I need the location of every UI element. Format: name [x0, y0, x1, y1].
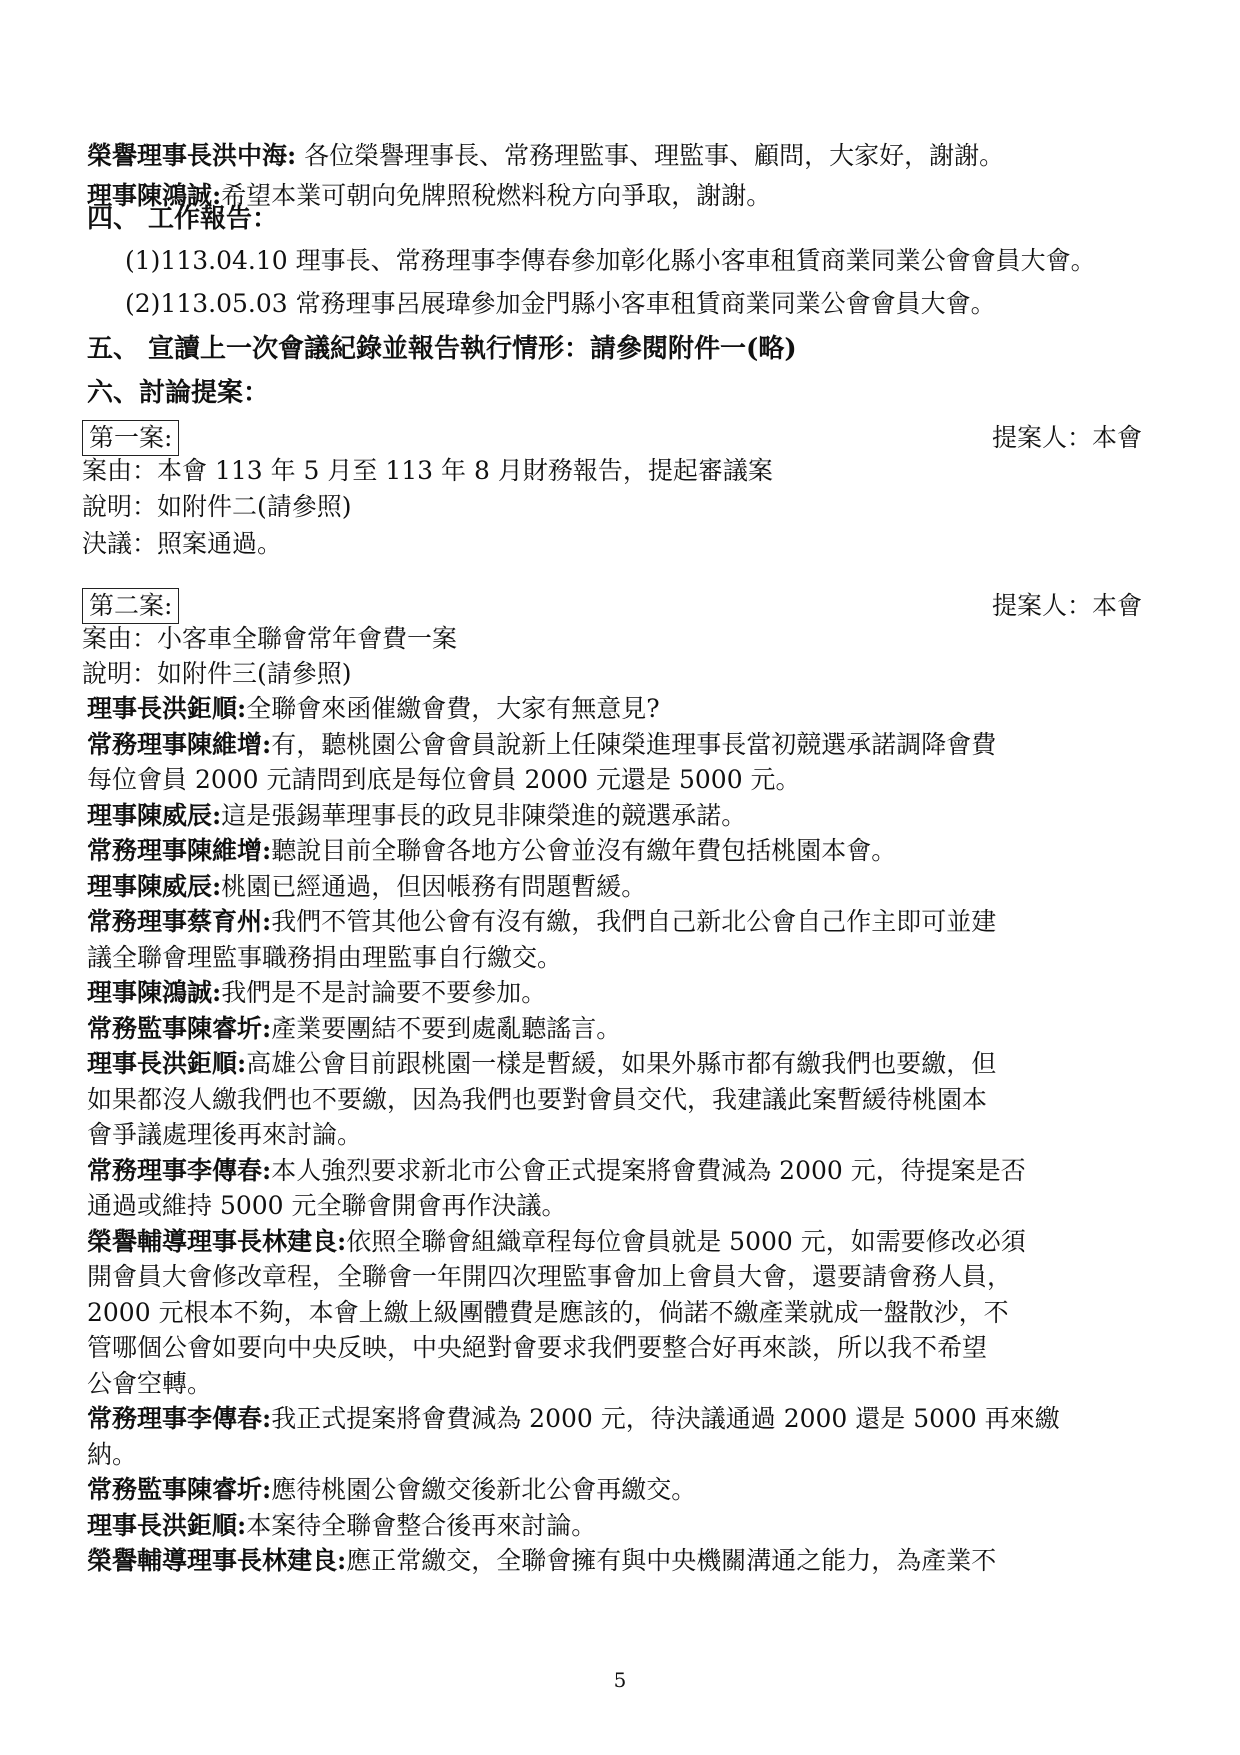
speech-text: 開會員大會修改章程，全聯會一年開四次理監事會加上會員大會，還要請會務人員， — [87, 1262, 1013, 1291]
discussion-line — [87, 938, 562, 978]
case-1-resolution: 決議：照案通過。 — [82, 529, 283, 558]
speech-text: 本案待全聯會整合後再來討論。 — [246, 1511, 597, 1540]
speech-text: 管哪個公會如要向中央反映，中央絕對會要求我們要整合好再來談，所以我不希望 — [87, 1333, 988, 1362]
speech-text: 應正常繳交，全聯會擁有與中央機關溝通之能力，為產業不 — [346, 1546, 997, 1575]
case-1-explanation: 說明：如附件二(請參照) — [82, 492, 352, 521]
speech-text: 會爭議處理後再來討論。 — [87, 1120, 363, 1149]
discussion-line — [87, 1470, 696, 1510]
discussion-line — [87, 1399, 1060, 1439]
speech-text: 公會空轉。 — [87, 1369, 213, 1398]
speech-text: 依照全聯會組織章程每位會員就是 5000 元，如需要修改必須 — [346, 1227, 1026, 1256]
speech-text: 全聯會來函催繳會費，大家有無意見? — [246, 694, 660, 723]
page-number: 5 — [613, 1668, 627, 1692]
case-2-proposer: 提案人：本會 — [991, 591, 1142, 620]
speech-text: 通過或維持 5000 元全聯會開會再作決議。 — [87, 1191, 567, 1220]
case-1-reason: 案由：本會 113 年 5 月至 113 年 8 月財務報告，提起審議案 — [82, 456, 773, 485]
speaker-name: 理事陳威辰: — [87, 872, 222, 901]
discussion-line — [87, 1364, 212, 1404]
discussion-line — [87, 1044, 996, 1084]
speaker-name: 理事長洪鉅順: — [87, 1511, 247, 1540]
speaker-name: 理事陳威辰: — [87, 801, 222, 830]
speaker-name: 常務理事陳維增: — [87, 836, 272, 865]
speaker-name: 常務理事李傳春: — [87, 1404, 272, 1433]
work-report-item-1: (1)113.04.10 理事長、常務理事李傳春參加彰化縣小客車租賃商業同業公會會員大會。 — [125, 246, 1096, 275]
discussion-line — [87, 1257, 1012, 1297]
discussion-line — [87, 902, 996, 942]
speaker-name: 榮譽輔導理事長林建良: — [87, 1227, 347, 1256]
speech-text: 我們不管其他公會有沒有繳，我們自己新北公會自己作主即可並建 — [271, 907, 997, 936]
speech-text: 我們是不是討論要不要參加。 — [221, 978, 547, 1007]
speech-text: 各位榮譽理事長、常務理監事、理監事、顧問，大家好，謝謝。 — [296, 141, 1005, 170]
speech-text: 桃園已經通過，但因帳務有問題暫緩。 — [221, 872, 647, 901]
speech-text: 希望本業可朝向免牌照稅燃料稅方向爭取，謝謝。 — [221, 181, 772, 210]
speaker-name: 榮譽輔導理事長林建良: — [87, 1546, 347, 1575]
speaker-name: 常務理事李傳春: — [87, 1156, 272, 1185]
speech-text: 每位會員 2000 元請問到底是每位會員 2000 元還是 5000 元。 — [87, 765, 801, 794]
discussion-line — [87, 1293, 1009, 1333]
discussion-line — [87, 973, 546, 1013]
case-2-explanation: 說明：如附件三(請參照) — [82, 659, 352, 688]
speech-text: 這是張錫華理事長的政見非陳榮進的競選承諾。 — [221, 801, 747, 830]
speech-text: 納。 — [87, 1440, 138, 1469]
discussion-line — [87, 1328, 987, 1368]
discussion-line — [87, 1151, 1026, 1191]
speaker-name: 理事長洪鉅順: — [87, 1049, 247, 1078]
section-5-heading: 五、 宣讀上一次會議紀錄並報告執行情形：請參閱附件一(略) — [87, 334, 797, 364]
discussion-line — [87, 1080, 987, 1120]
speaker-name: 理事長洪鉅順: — [87, 694, 247, 723]
speaker-name: 常務監事陳睿圻: — [87, 1014, 272, 1043]
speech-text: 我正式提案將會費減為 2000 元，待決議通過 2000 還是 5000 再來繳 — [271, 1404, 1060, 1433]
discussion-line — [87, 1115, 362, 1155]
discussion-line — [87, 760, 801, 800]
speech-text: 有，聽桃園公會會員說新上任陳榮進理事長當初競選承諾調降會費 — [271, 730, 997, 759]
case-2-label: 第二案: — [82, 588, 179, 624]
intro-line-1 — [87, 136, 1004, 176]
discussion-line — [87, 725, 996, 765]
speech-text: 如果都沒人繳我們也不要繳，因為我們也要對會員交代，我建議此案暫緩待桃園本 — [87, 1085, 988, 1114]
discussion-line — [87, 831, 896, 871]
section-6-heading: 六、討論提案： — [87, 378, 270, 408]
speech-text: 高雄公會目前跟桃園一樣是暫緩，如果外縣市都有繳我們也要繳，但 — [246, 1049, 997, 1078]
speaker-name: 榮譽理事長洪中海: — [87, 141, 297, 170]
discussion-line — [87, 1506, 596, 1546]
speech-text: 2000 元根本不夠，本會上繳上級團體費是應該的，倘諾不繳產業就成一盤散沙，不 — [87, 1298, 1009, 1327]
case-2-reason: 案由：小客車全聯會常年會費一案 — [82, 624, 458, 653]
discussion-line — [87, 796, 746, 836]
speaker-name: 理事陳鴻誠: — [87, 978, 222, 1007]
speech-text: 產業要團結不要到處亂聽謠言。 — [271, 1014, 622, 1043]
speech-text: 議全聯會理監事職務捐由理監事自行繳交。 — [87, 943, 563, 972]
speaker-name: 常務理事蔡育州: — [87, 907, 272, 936]
discussion-line — [87, 689, 660, 729]
discussion-line — [87, 867, 646, 907]
case-1-proposer: 提案人：本會 — [991, 423, 1142, 452]
case-1-label: 第一案: — [82, 420, 179, 456]
discussion-line — [87, 1186, 567, 1226]
discussion-line — [87, 1222, 1026, 1262]
speaker-name: 常務監事陳睿圻: — [87, 1475, 272, 1504]
work-report-item-2: (2)113.05.03 常務理事呂展瑋參加金門縣小客車租賃商業同業公會會員大會。 — [125, 289, 996, 318]
speech-text: 應待桃園公會繳交後新北公會再繳交。 — [271, 1475, 697, 1504]
discussion-line — [87, 1009, 621, 1049]
speaker-name: 理事陳鴻誠: — [87, 181, 222, 210]
discussion-line — [87, 1435, 137, 1475]
speaker-name: 常務理事陳維增: — [87, 730, 272, 759]
speech-text: 本人強烈要求新北市公會正式提案將會費減為 2000 元，待提案是否 — [271, 1156, 1026, 1185]
speech-text: 聽說目前全聯會各地方公會並沒有繳年費包括桃園本會。 — [271, 836, 897, 865]
discussion-line — [87, 1541, 996, 1581]
section-4-heading: 四、 工作報告： — [87, 204, 279, 234]
